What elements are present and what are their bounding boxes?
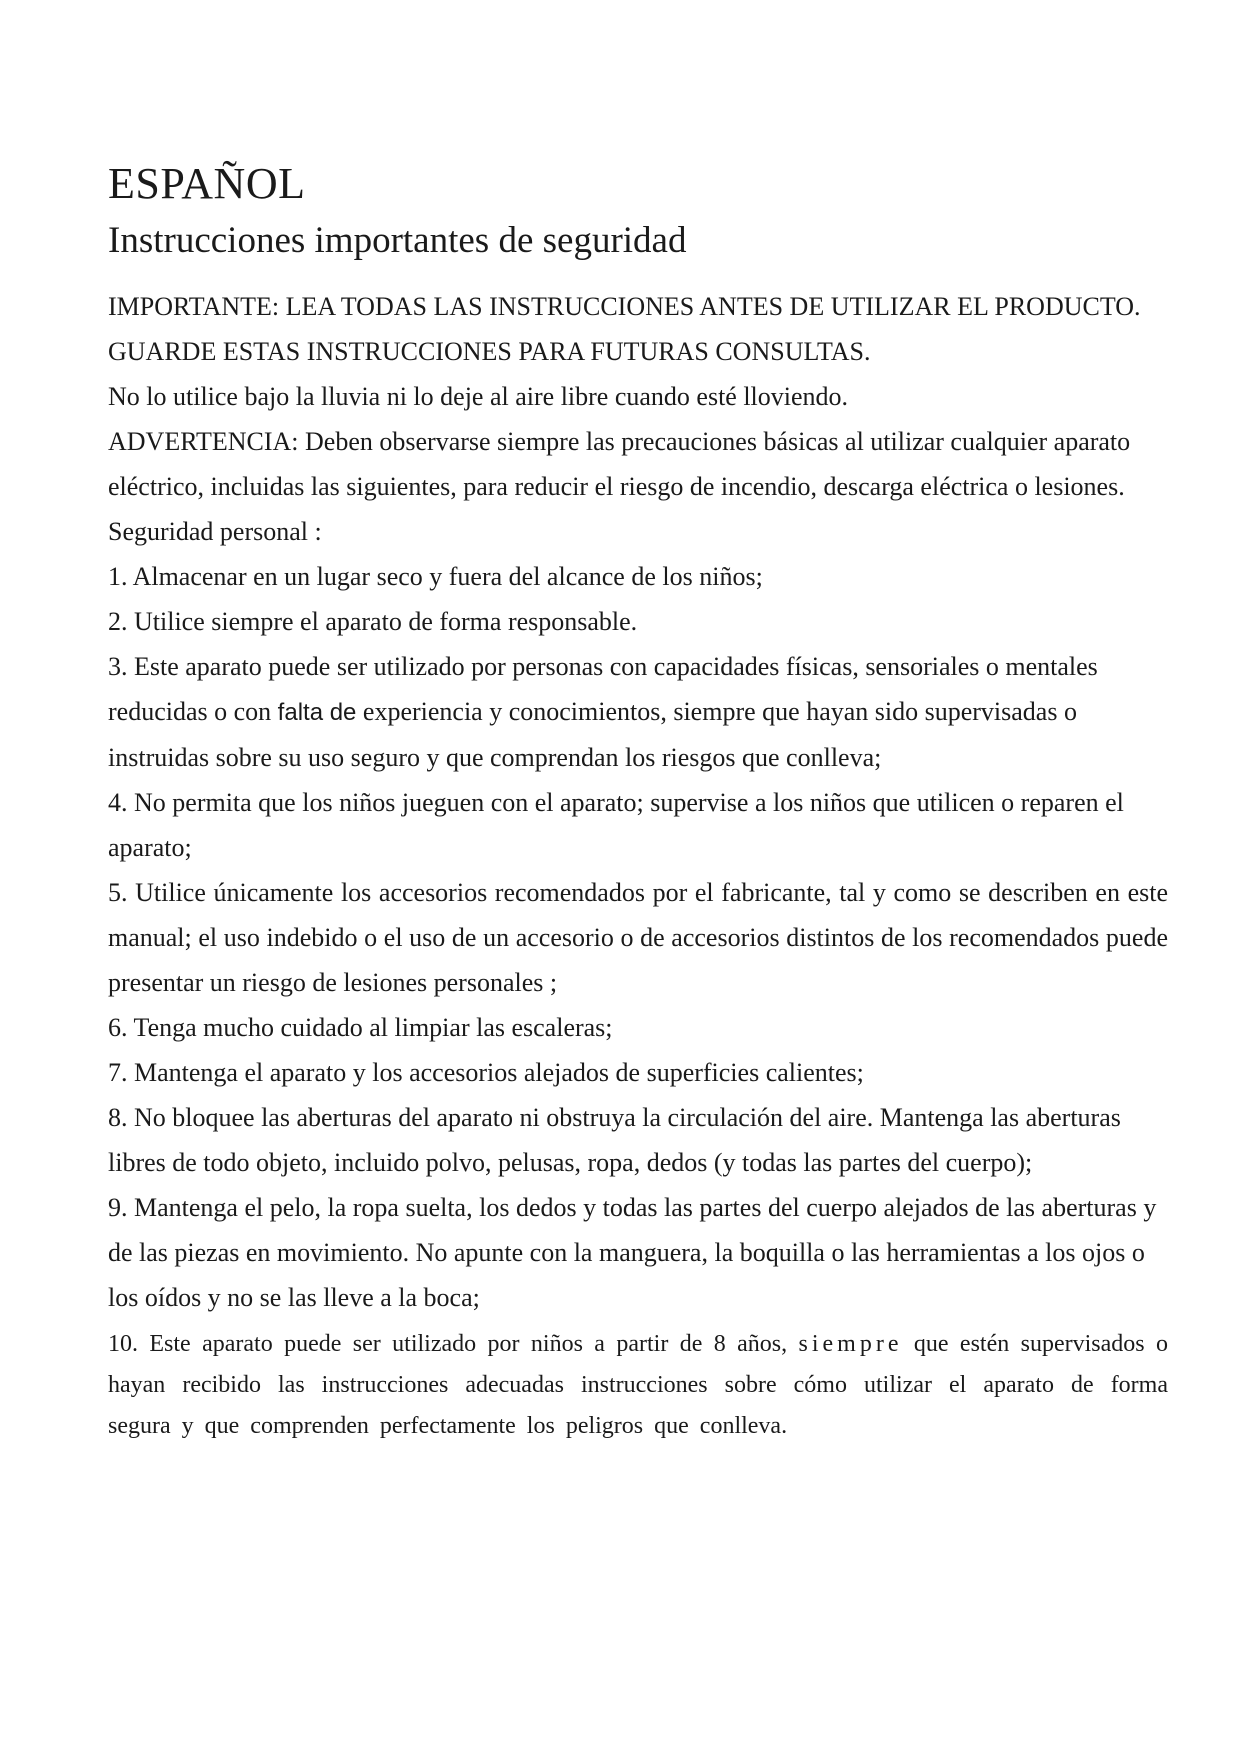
list-item-6: 6. Tenga mucho cuidado al limpiar las escaleras;: [108, 1013, 613, 1042]
intro-important: IMPORTANTE: LEA TODAS LAS INSTRUCCIONES ANTES DE UTILIZAR EL PRODUCTO. GUARDE ESTAS INSTRUCCIONES PARA FUTURAS CONSULTAS.: [108, 292, 1141, 366]
list-item-3-text-end: experiencia y conocimientos, siempre que hayan sido supervisadas o instruidas sobre su uso seguro y que comprendan los riesgos que conlleva;: [108, 697, 1077, 772]
list-item-4: 4. No permita que los niños jueguen con el aparato; supervise a los niños que utilicen o reparen el aparato;: [108, 788, 1124, 862]
list-item-3: [108, 644, 1168, 780]
list-item-10-text-start: 10. Este aparato puede ser utilizado por niños a partir de 8 años,: [108, 1331, 799, 1357]
section-title: Instrucciones importantes de seguridad: [108, 220, 687, 261]
rain-note: No lo utilice bajo la lluvia ni lo deje al aire libre cuando esté lloviendo.: [108, 382, 849, 411]
personal-safety-label: Seguridad personal :: [108, 517, 322, 546]
list-item-1: 1. Almacenar en un lugar seco y fuera del alcance de los niños;: [108, 562, 763, 591]
warning-paragraph: ADVERTENCIA: Deben observarse siempre las precauciones básicas al utilizar cualquier aparato eléctrico, incluidas las siguientes, para reducir el riesgo de incendio, descarga eléctrica o lesiones.: [108, 427, 1131, 501]
list-item-10-text-end: que estén supervisados o hayan recibido las instrucciones adecuadas instrucciones sobre cómo utilizar el aparato de forma segura y que comprenden perfectamente los peligros que conlleva.: [108, 1331, 1168, 1439]
list-item-10-spaced-text: siempre: [798, 1331, 903, 1357]
list-item-8: 8. No bloquee las aberturas del aparato ni obstruya la circulación del aire. Mantenga las aberturas libres de todo objeto, incluido polvo, pelusas, ropa, dedos (y todas las partes del cuerpo);: [108, 1103, 1121, 1177]
manual-page: [108, 158, 1168, 1447]
list-item-9: 9. Mantenga el pelo, la ropa suelta, los dedos y todas las partes del cuerpo alejados de las aberturas y de las piezas en movimiento. No apunte con la manguera, la boquilla o las herramientas a los ojos o los oídos y no se las lleve a la boca;: [108, 1193, 1157, 1312]
safety-instructions: [108, 284, 1168, 1447]
language-heading: ESPAÑOL: [108, 159, 306, 208]
list-item-7: 7. Mantenga el aparato y los accesorios alejados de superficies calientes;: [108, 1058, 864, 1087]
list-item-5: 5. Utilice únicamente los accesorios recomendados por el fabricante, tal y como se describen en este manual; el uso indebido o el uso de un accesorio o de accesorios distintos de los recomendados puede presentar un riesgo de lesiones personales ;: [108, 878, 1168, 997]
list-item-3-sans-text: falta de: [277, 699, 357, 726]
list-item-2: 2. Utilice siempre el aparato de forma responsable.: [108, 607, 638, 636]
list-item-10: [108, 1324, 1168, 1447]
list-item-3-text-start: 3. Este aparato puede ser utilizado por personas con capacidades físicas, sensoriales o mentales reducidas o con: [108, 652, 1098, 726]
